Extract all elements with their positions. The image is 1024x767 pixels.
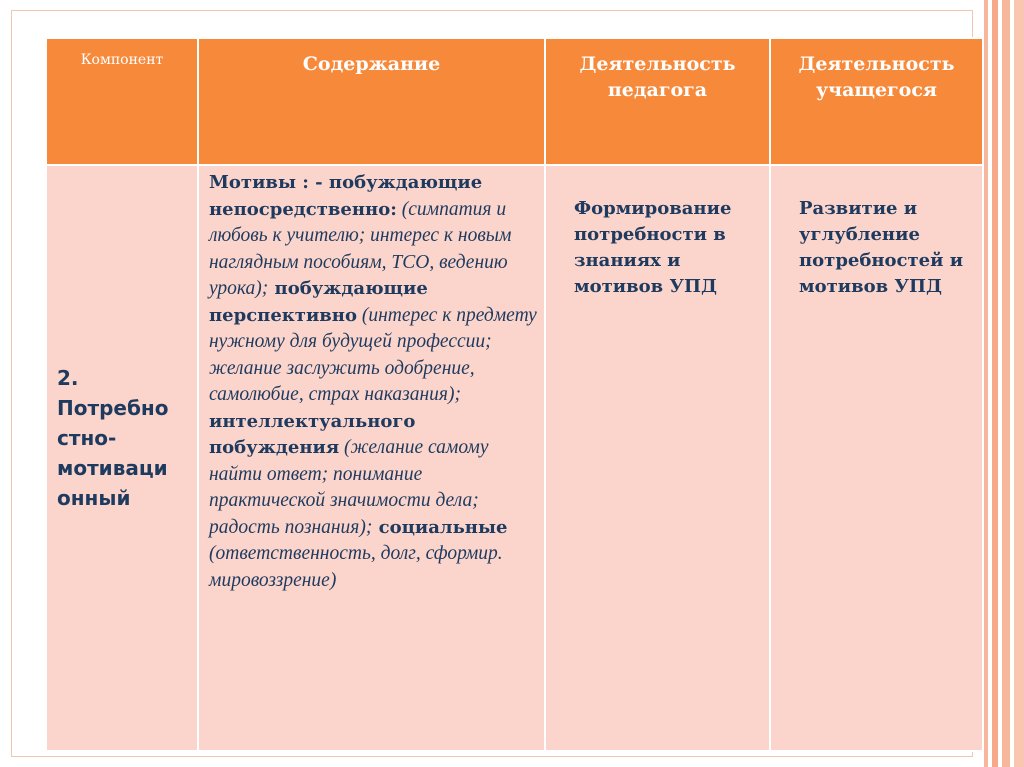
header-component: Компонент: [46, 38, 198, 165]
header-student: Деятельность учащегося: [770, 38, 983, 165]
cell-component: 2. Потребно стно- мотиваци онный: [46, 165, 198, 751]
cell-student: Развитие и углубление потребностей и мотивов УПД: [770, 165, 983, 751]
content-part: Мотивы : - побуждающие непосредственно:: [209, 172, 483, 220]
component-table: [45, 37, 984, 752]
cell-teacher: Формирование потребности в знаниях и мотивов УПД: [545, 165, 770, 751]
cell-content: [198, 165, 545, 751]
content-part: социальные: [372, 516, 508, 538]
header-teacher: Деятельность педагога: [545, 38, 770, 165]
content-part: (желание самому найти ответ; понимание практической значимости дела; радость познания);: [209, 437, 489, 538]
content-part: (симпатия и любовь к учителю; интерес к новым наглядным пособиям, ТСО, ведению урока);: [209, 198, 512, 299]
table-row: [46, 165, 983, 751]
content-part: (интерес к предмету нужному для будущей профессии; желание заслужить одобрение, самолюбие, страх наказания);: [209, 304, 537, 405]
content-part: побуждающие перспективно: [209, 278, 428, 326]
content-part: (ответственность, долг, сформир. мировоззрение): [209, 543, 503, 591]
content-part: интеллектуального побуждения: [209, 410, 416, 458]
decorative-stripes: [984, 0, 1024, 767]
header-content: Содержание: [198, 38, 545, 165]
header-row: [46, 38, 983, 165]
